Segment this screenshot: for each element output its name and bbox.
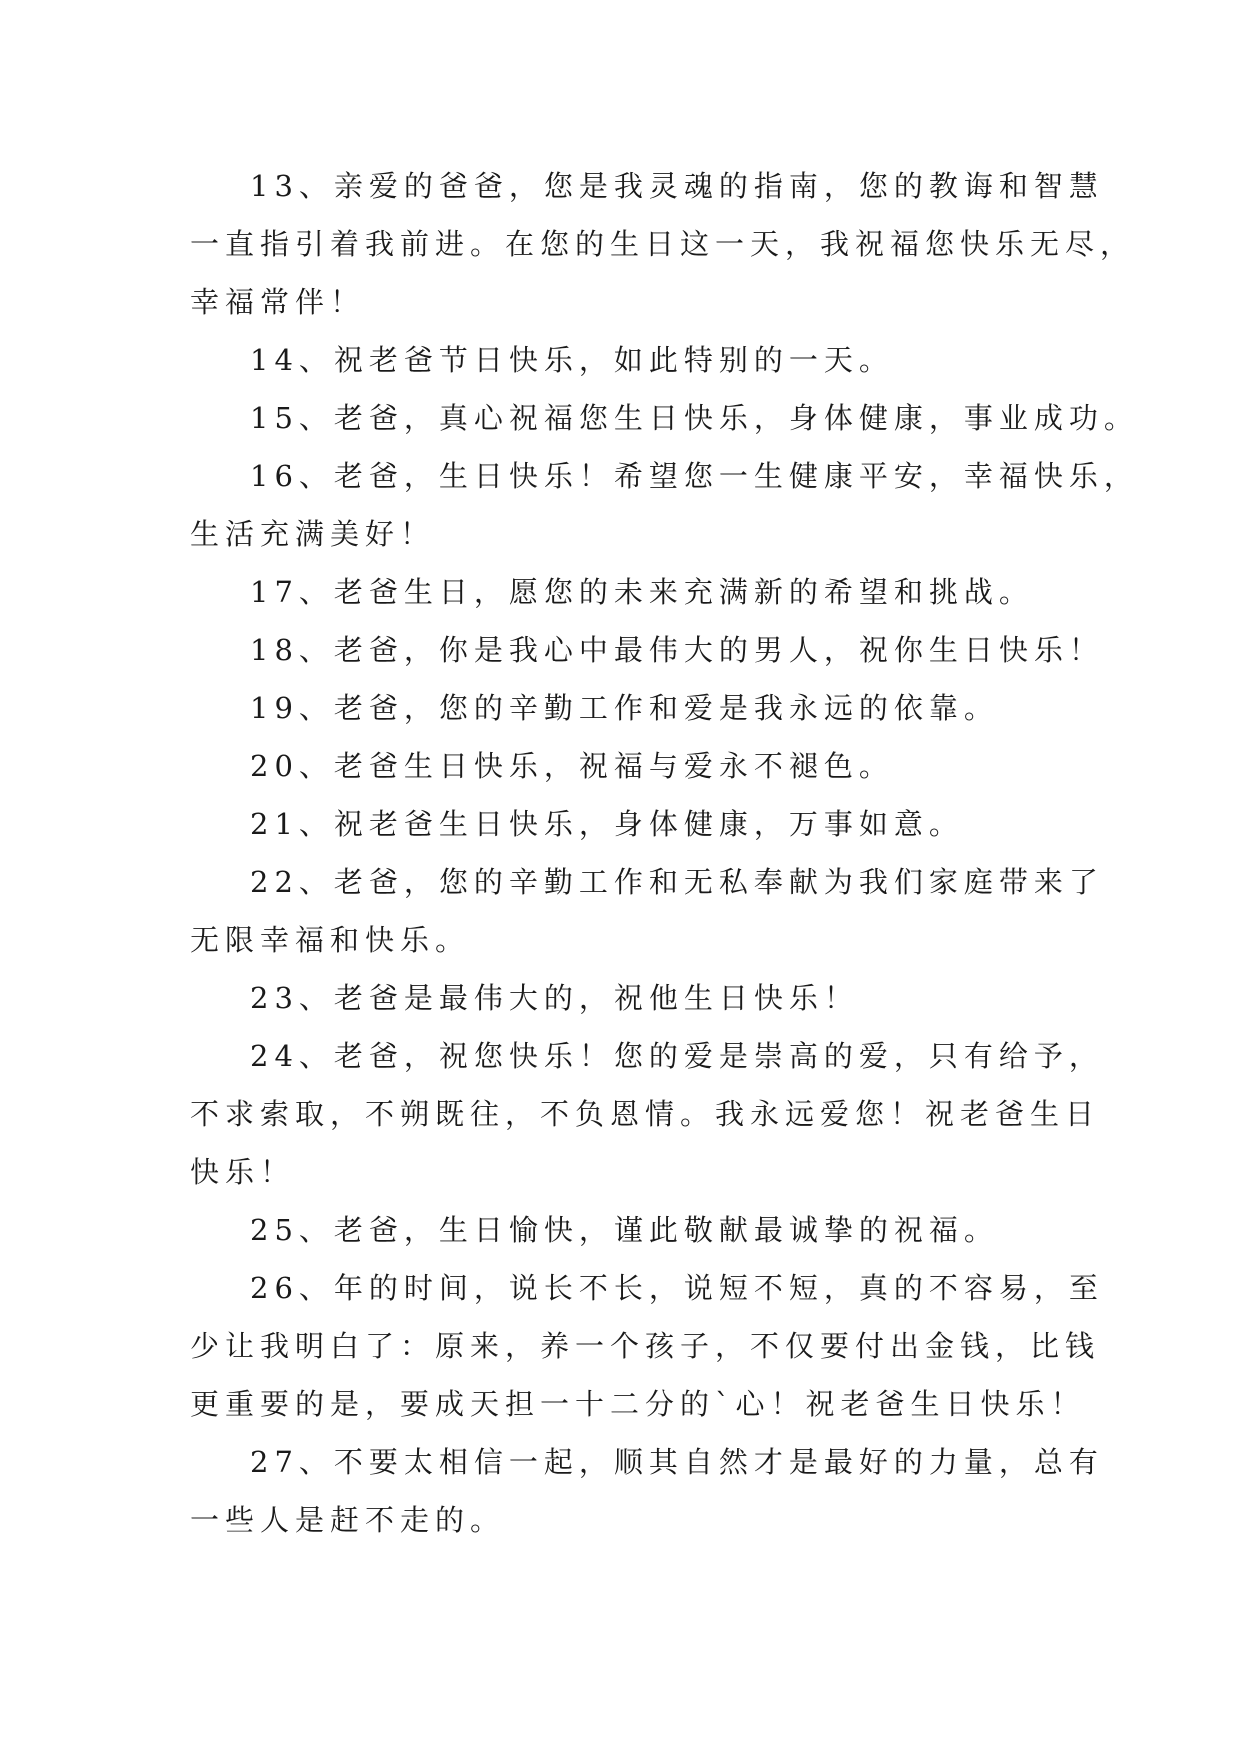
paragraph-line: 22、老爸，您的辛勤工作和无私奉献为我们家庭带来了	[250, 865, 1104, 899]
paragraph-line: 少让我明白了：原来，养一个孩子，不仅要付出金钱，比钱	[190, 1329, 1101, 1363]
paragraph-line: 19、老爸，您的辛勤工作和爱是我永远的依靠。	[250, 691, 999, 725]
paragraph-line: 一直指引着我前进。在您的生日这一天，我祝福您快乐无尽，	[190, 227, 1136, 261]
wish-paragraph	[190, 389, 1139, 447]
wish-paragraph	[190, 621, 1104, 679]
paragraph-line: 20、老爸生日快乐，祝福与爱永不褪色。	[250, 749, 894, 783]
wish-paragraph	[190, 447, 1139, 563]
paragraph-line: 无限幸福和快乐。	[190, 923, 471, 957]
paragraph-line: 26、年的时间，说长不长，说短不短，真的不容易，至	[250, 1271, 1104, 1305]
paragraph-line: 16、老爸，生日快乐！希望您一生健康平安，幸福快乐，	[250, 459, 1139, 493]
paragraph-line: 更重要的是，要成天担一十二分的`心！祝老爸生日快乐！	[190, 1387, 1086, 1421]
paragraph-line: 生活充满美好！	[190, 517, 436, 551]
paragraph-line: 快乐！	[190, 1155, 296, 1189]
wish-paragraph	[190, 563, 1052, 621]
wish-paragraph	[190, 795, 1052, 853]
wish-paragraph	[190, 1433, 1104, 1549]
paragraph-line: 23、老爸是最伟大的，祝他生日快乐！	[250, 981, 859, 1015]
wish-paragraph	[190, 157, 1136, 331]
paragraph-line: 幸福常伴！	[190, 285, 366, 319]
paragraph-line: 17、老爸生日，愿您的未来充满新的希望和挑战。	[250, 575, 1034, 609]
wish-paragraph	[190, 679, 1052, 737]
paragraph-line: 14、祝老爸节日快乐，如此特别的一天。	[250, 343, 894, 377]
paragraph-line: 15、老爸，真心祝福您生日快乐，身体健康，事业成功。	[250, 401, 1139, 435]
wish-paragraph	[190, 737, 1052, 795]
paragraph-line: 18、老爸，你是我心中最伟大的男人，祝你生日快乐！	[250, 633, 1104, 667]
paragraph-line: 不求索取，不朔既往，不负恩情。我永远爱您！祝老爸生日	[190, 1097, 1101, 1131]
paragraph-line: 25、老爸，生日愉快，谨此敬献最诚挚的祝福。	[250, 1213, 999, 1247]
paragraph-line: 27、不要太相信一起，顺其自然才是最好的力量，总有	[250, 1445, 1104, 1479]
wish-paragraph	[190, 853, 1104, 969]
wish-paragraph	[190, 1027, 1104, 1201]
wish-paragraph	[190, 969, 1052, 1027]
paragraph-line: 21、祝老爸生日快乐，身体健康，万事如意。	[250, 807, 964, 841]
wish-paragraph	[190, 1201, 1052, 1259]
document-body	[190, 157, 1139, 1549]
wish-paragraph	[190, 331, 1052, 389]
paragraph-line: 24、老爸，祝您快乐！您的爱是崇高的爱，只有给予，	[250, 1039, 1104, 1073]
wish-paragraph	[190, 1259, 1104, 1433]
paragraph-line: 13、亲爱的爸爸，您是我灵魂的指南，您的教诲和智慧	[250, 169, 1104, 203]
paragraph-line: 一些人是赶不走的。	[190, 1503, 506, 1537]
